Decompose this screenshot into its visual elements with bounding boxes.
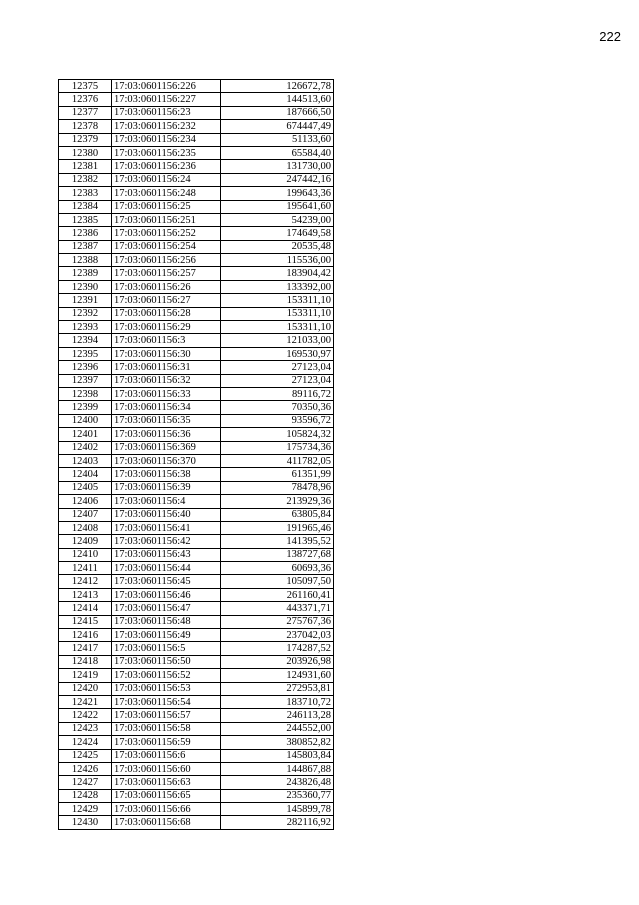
- table-row: [59, 655, 334, 668]
- row-number-cell: 12427: [59, 776, 112, 789]
- row-number-cell: 12390: [59, 280, 112, 293]
- value-amount-cell: 27123,04: [221, 374, 334, 387]
- cadastral-number-cell: 17:03:0601156:252: [112, 227, 221, 240]
- table-row: [59, 669, 334, 682]
- value-amount-cell: 169530,97: [221, 347, 334, 360]
- cadastral-number-cell: 17:03:0601156:59: [112, 736, 221, 749]
- table-row: [59, 187, 334, 200]
- row-number-cell: 12398: [59, 387, 112, 400]
- value-amount-cell: 60693,36: [221, 562, 334, 575]
- row-number-cell: 12409: [59, 535, 112, 548]
- row-number-cell: 12410: [59, 548, 112, 561]
- cadastral-number-cell: 17:03:0601156:63: [112, 776, 221, 789]
- cadastral-number-cell: 17:03:0601156:226: [112, 80, 221, 93]
- cadastral-number-cell: 17:03:0601156:47: [112, 602, 221, 615]
- cadastral-number-cell: 17:03:0601156:32: [112, 374, 221, 387]
- table-row: [59, 521, 334, 534]
- row-number-cell: 12413: [59, 588, 112, 601]
- cadastral-number-cell: 17:03:0601156:256: [112, 254, 221, 267]
- row-number-cell: 12418: [59, 655, 112, 668]
- table-row: [59, 508, 334, 521]
- value-amount-cell: 78478,96: [221, 481, 334, 494]
- value-amount-cell: 244552,00: [221, 722, 334, 735]
- cadastral-number-cell: 17:03:0601156:54: [112, 695, 221, 708]
- value-amount-cell: 213929,36: [221, 495, 334, 508]
- cadastral-number-cell: 17:03:0601156:35: [112, 414, 221, 427]
- row-number-cell: 12385: [59, 213, 112, 226]
- value-amount-cell: 411782,05: [221, 454, 334, 467]
- table-row: [59, 803, 334, 816]
- value-amount-cell: 203926,98: [221, 655, 334, 668]
- row-number-cell: 12408: [59, 521, 112, 534]
- value-amount-cell: 124931,60: [221, 669, 334, 682]
- row-number-cell: 12388: [59, 254, 112, 267]
- row-number-cell: 12387: [59, 240, 112, 253]
- row-number-cell: 12377: [59, 106, 112, 119]
- value-amount-cell: 27123,04: [221, 361, 334, 374]
- table-row: [59, 588, 334, 601]
- cadastral-number-cell: 17:03:0601156:66: [112, 803, 221, 816]
- cadastral-number-cell: 17:03:0601156:23: [112, 106, 221, 119]
- table-row: [59, 414, 334, 427]
- cadastral-number-cell: 17:03:0601156:5: [112, 642, 221, 655]
- value-amount-cell: 153311,10: [221, 294, 334, 307]
- row-number-cell: 12391: [59, 294, 112, 307]
- value-amount-cell: 674447,49: [221, 120, 334, 133]
- row-number-cell: 12423: [59, 722, 112, 735]
- value-amount-cell: 89116,72: [221, 387, 334, 400]
- value-amount-cell: 235360,77: [221, 789, 334, 802]
- value-amount-cell: 153311,10: [221, 307, 334, 320]
- value-amount-cell: 174287,52: [221, 642, 334, 655]
- table-row: [59, 428, 334, 441]
- cadastral-number-cell: 17:03:0601156:33: [112, 387, 221, 400]
- row-number-cell: 12384: [59, 200, 112, 213]
- row-number-cell: 12379: [59, 133, 112, 146]
- cadastral-number-cell: 17:03:0601156:44: [112, 562, 221, 575]
- cadastral-number-cell: 17:03:0601156:46: [112, 588, 221, 601]
- value-amount-cell: 93596,72: [221, 414, 334, 427]
- cadastral-number-cell: 17:03:0601156:248: [112, 187, 221, 200]
- cadastral-number-cell: 17:03:0601156:4: [112, 495, 221, 508]
- row-number-cell: 12412: [59, 575, 112, 588]
- table-row: [59, 106, 334, 119]
- cadastral-value-table: [58, 79, 334, 830]
- value-amount-cell: 131730,00: [221, 160, 334, 173]
- row-number-cell: 12405: [59, 481, 112, 494]
- cadastral-number-cell: 17:03:0601156:40: [112, 508, 221, 521]
- value-amount-cell: 63805,84: [221, 508, 334, 521]
- cadastral-number-cell: 17:03:0601156:369: [112, 441, 221, 454]
- value-amount-cell: 138727,68: [221, 548, 334, 561]
- table-row: [59, 307, 334, 320]
- table-row: [59, 374, 334, 387]
- row-number-cell: 12389: [59, 267, 112, 280]
- row-number-cell: 12426: [59, 762, 112, 775]
- cadastral-number-cell: 17:03:0601156:68: [112, 816, 221, 829]
- row-number-cell: 12421: [59, 695, 112, 708]
- table-row: [59, 736, 334, 749]
- cadastral-number-cell: 17:03:0601156:53: [112, 682, 221, 695]
- value-amount-cell: 70350,36: [221, 401, 334, 414]
- cadastral-number-cell: 17:03:0601156:39: [112, 481, 221, 494]
- row-number-cell: 12386: [59, 227, 112, 240]
- table-row: [59, 695, 334, 708]
- value-amount-cell: 191965,46: [221, 521, 334, 534]
- table-row: [59, 240, 334, 253]
- cadastral-number-cell: 17:03:0601156:30: [112, 347, 221, 360]
- row-number-cell: 12429: [59, 803, 112, 816]
- table-row: [59, 602, 334, 615]
- value-amount-cell: 272953,81: [221, 682, 334, 695]
- value-amount-cell: 126672,78: [221, 80, 334, 93]
- table-row: [59, 133, 334, 146]
- cadastral-number-cell: 17:03:0601156:27: [112, 294, 221, 307]
- row-number-cell: 12430: [59, 816, 112, 829]
- row-number-cell: 12417: [59, 642, 112, 655]
- table-row: [59, 254, 334, 267]
- table-row: [59, 615, 334, 628]
- value-amount-cell: 174649,58: [221, 227, 334, 240]
- cadastral-number-cell: 17:03:0601156:370: [112, 454, 221, 467]
- row-number-cell: 12425: [59, 749, 112, 762]
- table-row: [59, 200, 334, 213]
- row-number-cell: 12396: [59, 361, 112, 374]
- value-amount-cell: 175734,36: [221, 441, 334, 454]
- value-amount-cell: 145803,84: [221, 749, 334, 762]
- cadastral-number-cell: 17:03:0601156:43: [112, 548, 221, 561]
- value-amount-cell: 237042,03: [221, 629, 334, 642]
- table-row: [59, 387, 334, 400]
- row-number-cell: 12428: [59, 789, 112, 802]
- cadastral-number-cell: 17:03:0601156:257: [112, 267, 221, 280]
- cadastral-number-cell: 17:03:0601156:36: [112, 428, 221, 441]
- table-row: [59, 454, 334, 467]
- table-row: [59, 709, 334, 722]
- table-row: [59, 789, 334, 802]
- row-number-cell: 12381: [59, 160, 112, 173]
- row-number-cell: 12383: [59, 187, 112, 200]
- table-row: [59, 441, 334, 454]
- value-amount-cell: 115536,00: [221, 254, 334, 267]
- cadastral-number-cell: 17:03:0601156:41: [112, 521, 221, 534]
- table-row: [59, 468, 334, 481]
- row-number-cell: 12380: [59, 146, 112, 159]
- cadastral-number-cell: 17:03:0601156:34: [112, 401, 221, 414]
- value-amount-cell: 153311,10: [221, 321, 334, 334]
- table-row: [59, 722, 334, 735]
- table-body: [59, 80, 334, 830]
- cadastral-number-cell: 17:03:0601156:65: [112, 789, 221, 802]
- table-row: [59, 120, 334, 133]
- cadastral-number-cell: 17:03:0601156:29: [112, 321, 221, 334]
- value-amount-cell: 246113,28: [221, 709, 334, 722]
- value-amount-cell: 20535,48: [221, 240, 334, 253]
- row-number-cell: 12375: [59, 80, 112, 93]
- row-number-cell: 12399: [59, 401, 112, 414]
- value-amount-cell: 199643,36: [221, 187, 334, 200]
- cadastral-number-cell: 17:03:0601156:236: [112, 160, 221, 173]
- row-number-cell: 12424: [59, 736, 112, 749]
- value-amount-cell: 54239,00: [221, 213, 334, 226]
- table-row: [59, 762, 334, 775]
- cadastral-number-cell: 17:03:0601156:26: [112, 280, 221, 293]
- row-number-cell: 12395: [59, 347, 112, 360]
- cadastral-number-cell: 17:03:0601156:60: [112, 762, 221, 775]
- cadastral-number-cell: 17:03:0601156:254: [112, 240, 221, 253]
- table-row: [59, 347, 334, 360]
- table-row: [59, 173, 334, 186]
- cadastral-number-cell: 17:03:0601156:50: [112, 655, 221, 668]
- cadastral-number-cell: 17:03:0601156:24: [112, 173, 221, 186]
- row-number-cell: 12415: [59, 615, 112, 628]
- table-row: [59, 749, 334, 762]
- value-amount-cell: 144513,60: [221, 93, 334, 106]
- value-amount-cell: 282116,92: [221, 816, 334, 829]
- value-amount-cell: 105824,32: [221, 428, 334, 441]
- row-number-cell: 12403: [59, 454, 112, 467]
- cadastral-number-cell: 17:03:0601156:42: [112, 535, 221, 548]
- row-number-cell: 12419: [59, 669, 112, 682]
- value-amount-cell: 187666,50: [221, 106, 334, 119]
- value-amount-cell: 105097,50: [221, 575, 334, 588]
- value-amount-cell: 275767,36: [221, 615, 334, 628]
- row-number-cell: 12407: [59, 508, 112, 521]
- table-row: [59, 401, 334, 414]
- cadastral-number-cell: 17:03:0601156:25: [112, 200, 221, 213]
- table-row: [59, 280, 334, 293]
- value-amount-cell: 380852,82: [221, 736, 334, 749]
- row-number-cell: 12393: [59, 321, 112, 334]
- row-number-cell: 12401: [59, 428, 112, 441]
- table-row: [59, 481, 334, 494]
- row-number-cell: 12414: [59, 602, 112, 615]
- value-amount-cell: 121033,00: [221, 334, 334, 347]
- table-row: [59, 495, 334, 508]
- cadastral-number-cell: 17:03:0601156:234: [112, 133, 221, 146]
- value-amount-cell: 261160,41: [221, 588, 334, 601]
- cadastral-number-cell: 17:03:0601156:57: [112, 709, 221, 722]
- table-row: [59, 548, 334, 561]
- table-row: [59, 146, 334, 159]
- table-row: [59, 816, 334, 829]
- value-amount-cell: 247442,16: [221, 173, 334, 186]
- value-amount-cell: 183904,42: [221, 267, 334, 280]
- value-amount-cell: 141395,52: [221, 535, 334, 548]
- value-amount-cell: 195641,60: [221, 200, 334, 213]
- row-number-cell: 12406: [59, 495, 112, 508]
- cadastral-number-cell: 17:03:0601156:251: [112, 213, 221, 226]
- row-number-cell: 12402: [59, 441, 112, 454]
- value-amount-cell: 65584,40: [221, 146, 334, 159]
- row-number-cell: 12392: [59, 307, 112, 320]
- value-amount-cell: 133392,00: [221, 280, 334, 293]
- row-number-cell: 12400: [59, 414, 112, 427]
- cadastral-number-cell: 17:03:0601156:48: [112, 615, 221, 628]
- cadastral-number-cell: 17:03:0601156:232: [112, 120, 221, 133]
- table-row: [59, 321, 334, 334]
- row-number-cell: 12404: [59, 468, 112, 481]
- row-number-cell: 12411: [59, 562, 112, 575]
- row-number-cell: 12420: [59, 682, 112, 695]
- cadastral-number-cell: 17:03:0601156:58: [112, 722, 221, 735]
- value-amount-cell: 145899,78: [221, 803, 334, 816]
- table-row: [59, 93, 334, 106]
- cadastral-number-cell: 17:03:0601156:45: [112, 575, 221, 588]
- table-row: [59, 682, 334, 695]
- table-row: [59, 80, 334, 93]
- value-amount-cell: 243826,48: [221, 776, 334, 789]
- value-amount-cell: 51133,60: [221, 133, 334, 146]
- table-row: [59, 629, 334, 642]
- cadastral-number-cell: 17:03:0601156:52: [112, 669, 221, 682]
- cadastral-number-cell: 17:03:0601156:3: [112, 334, 221, 347]
- row-number-cell: 12376: [59, 93, 112, 106]
- row-number-cell: 12378: [59, 120, 112, 133]
- row-number-cell: 12394: [59, 334, 112, 347]
- row-number-cell: 12382: [59, 173, 112, 186]
- value-amount-cell: 443371,71: [221, 602, 334, 615]
- page-number: 222: [599, 29, 621, 44]
- value-amount-cell: 61351,99: [221, 468, 334, 481]
- cadastral-number-cell: 17:03:0601156:49: [112, 629, 221, 642]
- table-row: [59, 535, 334, 548]
- table-row: [59, 227, 334, 240]
- cadastral-number-cell: 17:03:0601156:227: [112, 93, 221, 106]
- row-number-cell: 12416: [59, 629, 112, 642]
- row-number-cell: 12397: [59, 374, 112, 387]
- value-amount-cell: 144867,88: [221, 762, 334, 775]
- cadastral-number-cell: 17:03:0601156:28: [112, 307, 221, 320]
- table-row: [59, 160, 334, 173]
- cadastral-number-cell: 17:03:0601156:38: [112, 468, 221, 481]
- value-amount-cell: 183710,72: [221, 695, 334, 708]
- table-row: [59, 294, 334, 307]
- row-number-cell: 12422: [59, 709, 112, 722]
- table-row: [59, 267, 334, 280]
- table-row: [59, 776, 334, 789]
- table-row: [59, 642, 334, 655]
- cadastral-number-cell: 17:03:0601156:31: [112, 361, 221, 374]
- table-row: [59, 213, 334, 226]
- table-row: [59, 575, 334, 588]
- table-row: [59, 334, 334, 347]
- table-row: [59, 361, 334, 374]
- cadastral-number-cell: 17:03:0601156:235: [112, 146, 221, 159]
- cadastral-number-cell: 17:03:0601156:6: [112, 749, 221, 762]
- table-row: [59, 562, 334, 575]
